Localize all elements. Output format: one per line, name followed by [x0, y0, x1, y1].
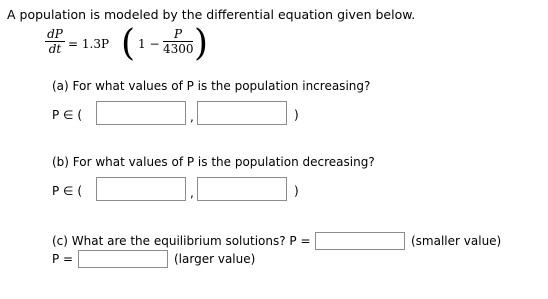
- part-b-comma: ,: [190, 186, 194, 200]
- smaller-equilibrium-input[interactable]: [315, 232, 405, 250]
- larger-equilibrium-input[interactable]: [78, 250, 168, 268]
- part-b-interval-suffix: ): [294, 184, 299, 198]
- part-a-interval-suffix: ): [294, 108, 299, 122]
- part-a-interval-prefix: P ∈ (: [52, 108, 82, 122]
- part-b-lower-bound-input[interactable]: [96, 177, 186, 201]
- close-paren: ): [194, 23, 209, 64]
- open-paren: (: [121, 23, 136, 64]
- part-c-question: (c) What are the equilibrium solutions? P =: [52, 234, 311, 248]
- rhs-numerator: P: [173, 27, 183, 41]
- part-a-question: (a) For what values of P is the population increasing?: [52, 79, 371, 93]
- part-a-comma: ,: [190, 110, 194, 124]
- dP-dt-fraction: [45, 27, 65, 56]
- part-b-question: (b) For what values of P is the population decreasing?: [52, 155, 375, 169]
- part-b-interval-prefix: P ∈ (: [52, 184, 82, 198]
- part-c-p-label: P =: [52, 252, 74, 266]
- equals-coefficient: = 1.3P: [68, 37, 110, 51]
- part-b-upper-bound-input[interactable]: [197, 177, 287, 201]
- part-a-upper-bound-input[interactable]: [197, 101, 287, 125]
- larger-value-hint: (larger value): [174, 252, 256, 266]
- lhs-denominator: dt: [48, 42, 62, 56]
- one-minus: 1 −: [138, 37, 160, 51]
- P-over-4300-fraction: [163, 27, 193, 56]
- part-a-lower-bound-input[interactable]: [96, 101, 186, 125]
- smaller-value-hint: (smaller value): [411, 234, 502, 248]
- differential-equation: [45, 23, 225, 72]
- lhs-numerator: dP: [47, 27, 63, 41]
- rhs-denominator: 4300: [163, 42, 194, 56]
- problem-intro: A population is modeled by the differential equation given below.: [7, 7, 416, 22]
